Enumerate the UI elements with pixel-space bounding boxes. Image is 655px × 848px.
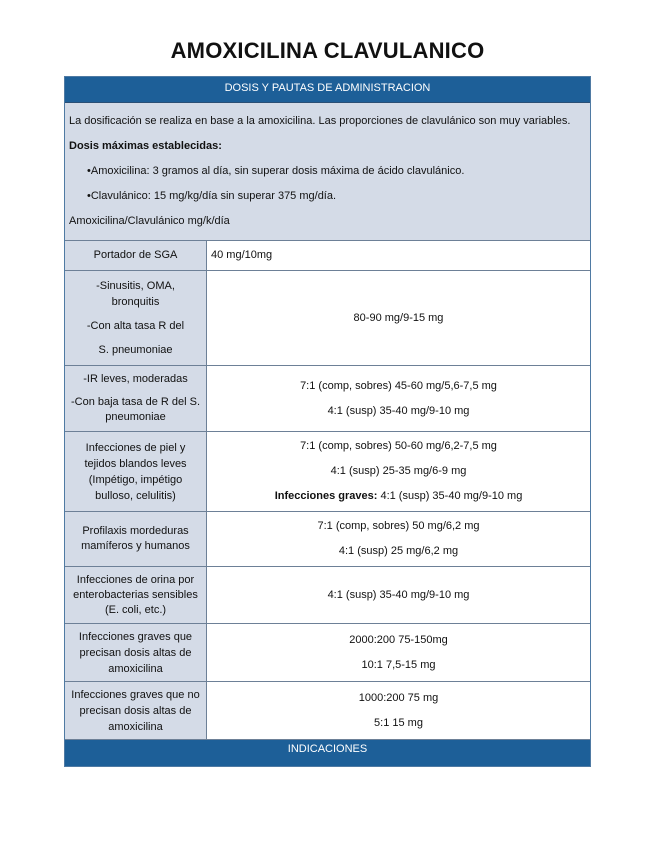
dose-cell: 4:1 (susp) 35-40 mg/9-10 mg [207,567,591,624]
section-header-dosis: DOSIS Y PAUTAS DE ADMINISTRACION [65,77,590,103]
condition-cell: Infecciones graves que precisan dosis altas de amoxicilina [65,624,207,682]
dosing-box [64,76,591,767]
bullet-amoxicilina: •Amoxicilina: 3 gramos al día, sin superar dosis máxima de ácido clavulánico. [87,165,465,177]
table-row [65,366,590,432]
table-row [65,567,590,624]
condition-cell: Infecciones graves que no precisan dosis altas de amoxicilina [65,682,207,740]
bullet-clavulanico: •Clavulánico: 15 mg/kg/día sin superar 375 mg/día. [87,190,337,202]
dose-cell: 1000:200 75 mg 5:1 15 mg [207,682,591,740]
max-doses-heading: Dosis máximas establecidas: [69,140,222,152]
table-row [65,682,590,740]
dosing-table [65,241,590,740]
condition-cell: Profilaxis mordeduras mamíferos y humanos [65,512,207,567]
condition-cell: Infecciones de orina por enterobacterias sensibles (E. coli, etc.) [65,567,207,624]
table-row [65,241,590,271]
table-row [65,271,590,366]
dose-cell: 80-90 mg/9-15 mg [207,271,591,366]
page-title: AMOXICILINA CLAVULANICO [170,38,485,63]
dose-cell: 7:1 (comp, sobres) 45-60 mg/5,6-7,5 mg 4:1 (susp) 35-40 mg/9-10 mg [207,366,591,432]
table-row [65,432,590,512]
intro-section [65,103,590,241]
table-row [65,624,590,682]
condition-cell: -IR leves, moderadas -Con baja tasa de R del S. pneumoniae [65,366,207,432]
condition-cell: -Sinusitis, OMA, bronquitis -Con alta tasa R del S. pneumoniae [65,271,207,366]
dose-cell: 40 mg/10mg [207,241,591,271]
intro-text: La dosificación se realiza en base a la amoxicilina. Las proporciones de clavulánico son muy variables. [69,115,571,127]
condition-cell: Infecciones de piel y tejidos blandos leves (Impétigo, impétigo bulloso, celulitis) [65,432,207,512]
dose-cell: 2000:200 75-150mg 10:1 7,5-15 mg [207,624,591,682]
dose-cell: 7:1 (comp, sobres) 50-60 mg/6,2-7,5 mg 4:1 (susp) 25-35 mg/6-9 mg Infecciones graves: 4:1 (susp) 35-40 mg/9-10 mg [207,432,591,512]
dose-cell: 7:1 (comp, sobres) 50 mg/6,2 mg 4:1 (susp) 25 mg/6,2 mg [207,512,591,567]
condition-cell: Portador de SGA [65,241,207,271]
units-line: Amoxicilina/Clavulánico mg/k/día [69,215,230,227]
section-header-indicaciones: INDICACIONES [65,740,590,766]
table-row [65,512,590,567]
